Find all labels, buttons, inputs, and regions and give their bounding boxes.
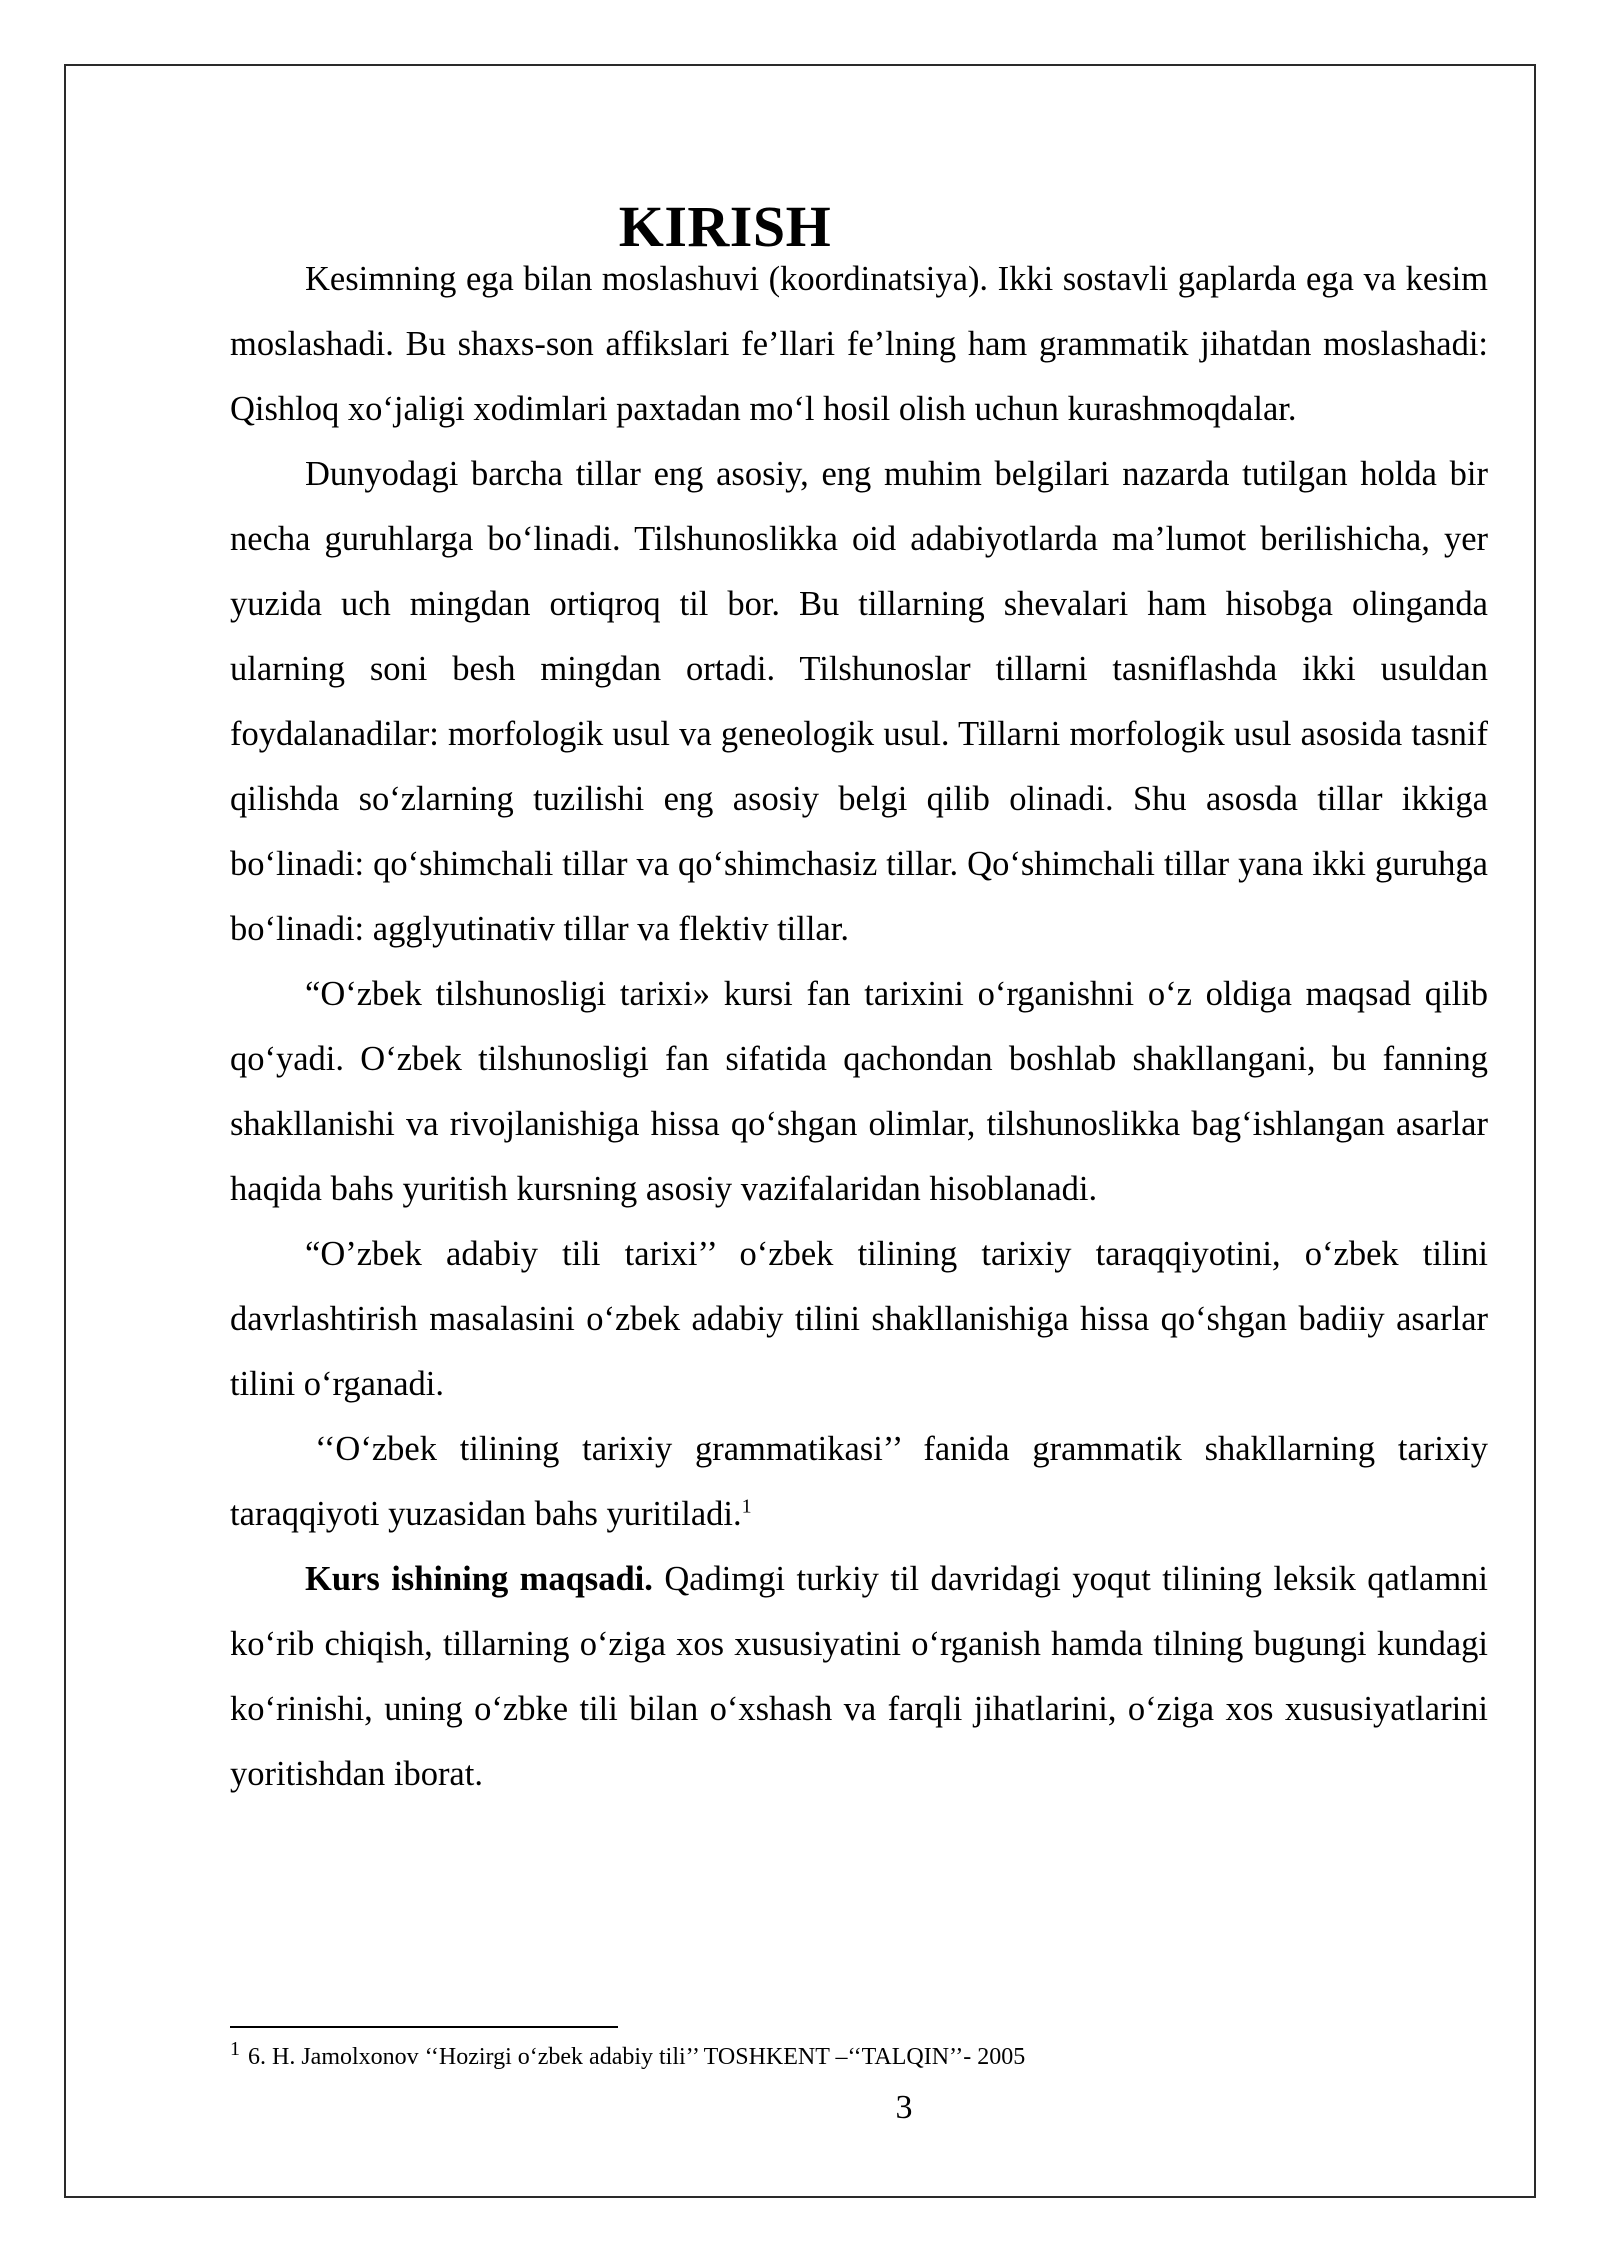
footnote-text: 6. H. Jamolxonov ‘‘Hozirgi o‘zbek adabiy tili’’ TOSHKENT –‘‘TALQIN’’- 2005 [248, 2044, 1026, 2070]
footnote-separator [230, 2026, 618, 2028]
paragraph-3: “O‘zbek tilshunosligi tarixi» kursi fan tarixini o‘rganishni o‘z oldiga maqsad qilib qo‘yadi. O‘zbek tilshunosligi fan sifatida qachondan boshlab shakllangani, bu fanning shakllanishi va rivojlanishiga hissa qo‘shgan olimlar, tilshunoslikka bag‘ishlangan asarlar haqida bahs yuritish kursning asosiy vazifalaridan hisoblanadi. [230, 975, 1488, 1208]
paragraph-2: Dunyodagi barcha tillar eng asosiy, eng muhim belgilari nazarda tutilgan holda bir necha guruhlarga bo‘linadi. Tilshunoslikka oid adabiyotlarda ma’lumot berilishicha, yer yuzida uch mingdan ortiqroq til bor. Bu tillarning shevalari ham hisobga olinganda ularning soni besh mingdan ortadi. Tilshunoslar tillarni tasniflashda ikki usuldan foydalanadilar: morfologik usul va geneologik usul. Tillarni morfologik usul asosida tasnif qilishda so‘zlarning tuzilishi eng asosiy belgi qilib olinadi. Shu asosda tillar ikkiga bo‘linadi: qo‘shimchali tillar va qo‘shimchasiz tillar. Qo‘shimchali tillar yana ikki guruhga bo‘linadi: agglyutinativ tillar va flektiv tillar. [230, 455, 1488, 948]
paragraph-4: “O’zbek adabiy tili tarixi’’ o‘zbek tilining tarixiy taraqqiyotini, o‘zbek tilini davrlashtirish masalasini o‘zbek adabiy tilini shakllanishiga hissa qo‘shgan badiiy asarlar tilini o‘rganadi. [230, 1235, 1488, 1403]
footnote [230, 2040, 1488, 2074]
paragraph-5 [230, 1417, 1488, 1547]
body-text [230, 247, 1488, 1807]
footnote-reference[interactable]: 1 [741, 1495, 752, 1518]
paragraph-5-text: ‘‘O‘zbek tilining tarixiy grammatikasi’’ fanida grammatik shakllarning tarixiy taraqqiyoti yuzasidan bahs yuritiladi. [230, 1430, 1488, 1533]
paragraph-1: Kesimning ega bilan moslashuvi (koordinatsiya). Ikki sostavli gaplarda ega va kesim moslashadi. Bu shaxs-son affikslari fe’llari fe’lning ham grammatik jihatdan moslashadi: Qishloq xo‘jaligi xodimlari paxtadan mo‘l hosil olish uchun kurashmoqdalar. [230, 260, 1488, 428]
aim-lead: Kurs ishining maqsadi. [305, 1560, 653, 1598]
footnote-mark: 1 [230, 2038, 240, 2060]
aim-text: Qadimgi turkiy til davridagi yoqut tilining leksik qatlamni ko‘rib chiqish, tillarning o‘ziga xos xususiyatini o‘rganish hamda tilning bugungi kundagi ko‘rinishi, uning o‘zbke tili bilan o‘xshash va farqli jihatlarini, o‘ziga xos xususiyatlarini yoritishdan iborat. [230, 1560, 1488, 1793]
page-number: 3 [895, 2089, 913, 2126]
aim-paragraph [230, 1547, 1488, 1807]
page-title: KIRISH [618, 193, 832, 259]
